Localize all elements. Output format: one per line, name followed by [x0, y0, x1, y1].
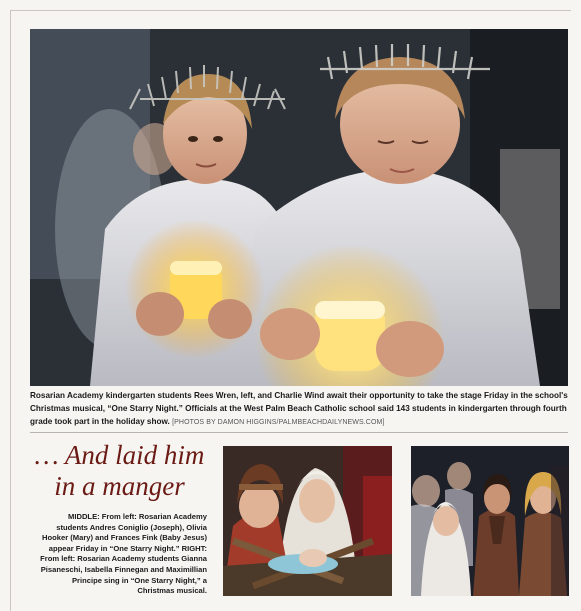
right-photo — [411, 446, 569, 596]
headline-line-1: … And laid him — [34, 440, 205, 470]
middle-photo — [223, 446, 392, 596]
photo-caption — [30, 390, 568, 429]
photo-credit: [PHOTOS BY DAMON HIGGINS/PALMBEACHDAILYNEWS.COM] — [172, 418, 385, 426]
caption-text: Rosarian Academy kindergarten students Rees Wren, left, and Charlie Wind await their opportunity to take the stage Friday in the school's Christmas musical, “One Starry Night.” Officials at the West Palm Beach Catholic school said 143 students in kindergarten through fourth grade took part in the holiday show. — [30, 391, 568, 426]
secondary-caption: MIDDLE: From left: Rosarian Academy students Andres Coniglio (Joseph), Olivia Hooker (Mary) and Frances Fink (Baby Jesus) appear Friday in “One Starry Night.” RIGHT: From left: Rosarian Academy students Gianna Pisaneschi, Isabella Finnegan and Maximillian Principe sing in “One Starry Night,” a Christmas musical. — [40, 512, 207, 596]
headline-line-2: in a manger — [54, 471, 185, 501]
main-photo — [30, 29, 568, 386]
top-rule — [10, 10, 571, 11]
section-divider — [30, 432, 568, 433]
headline — [22, 440, 217, 502]
left-rule — [10, 10, 11, 611]
